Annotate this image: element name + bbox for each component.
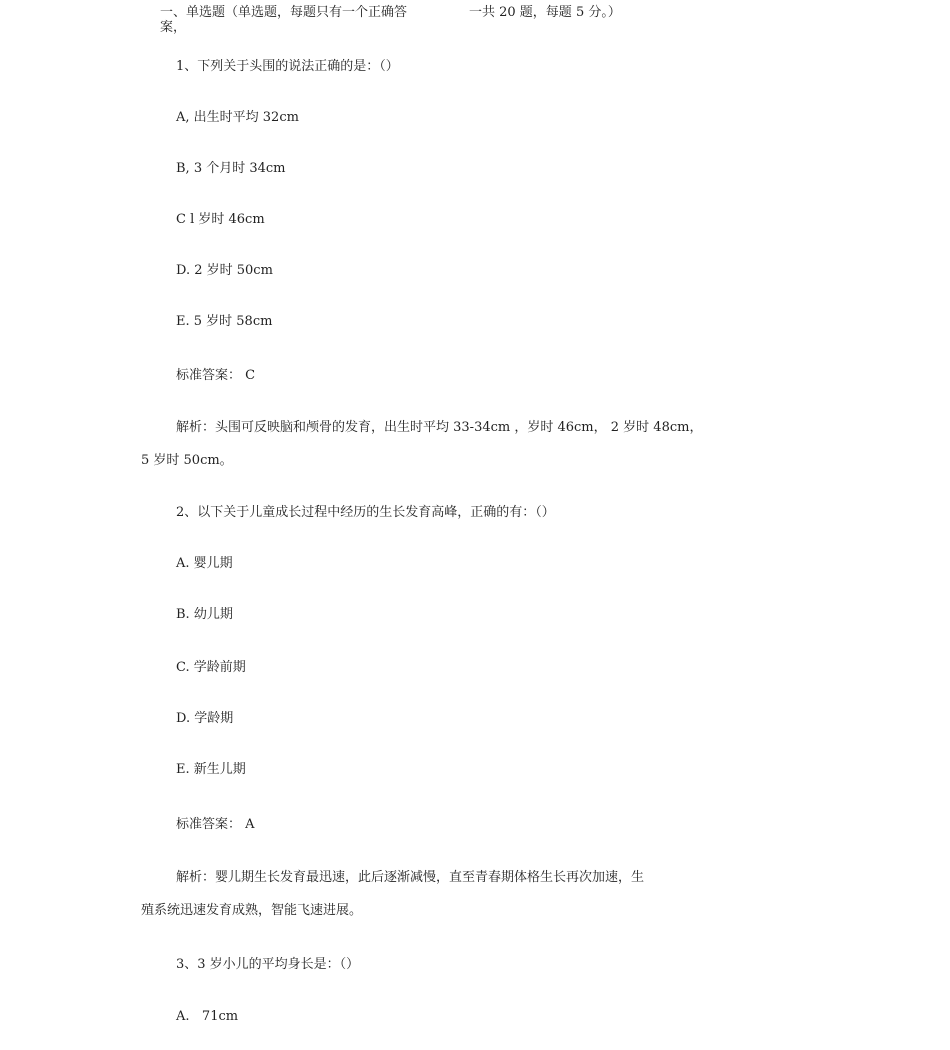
standard-answer: 标准答案： C <box>176 368 256 383</box>
option-e: E. 5 岁时 58cm <box>176 314 273 329</box>
option-a: A, 出生时平均 32cm <box>176 110 299 125</box>
standard-answer: 标准答案： A <box>176 817 255 832</box>
option-b: B. 幼儿期 <box>176 607 233 622</box>
option-e: E. 新生儿期 <box>176 762 246 777</box>
section-title: 一、单选题（单选题，每题只有一个正确答 <box>160 5 408 20</box>
analysis-text-cont: 5 岁时 50cm。 <box>141 453 233 468</box>
option-a: A. 婴儿期 <box>176 556 233 571</box>
question-text: 3、3 岁小儿的平均身长是：（） <box>176 957 360 972</box>
analysis-text: 解析：婴儿期生长发育最迅速，此后逐渐减慢，直至青春期体格生长再次加速，生 <box>176 870 645 885</box>
section-title-wrap: 案， <box>160 20 187 35</box>
section-count: 一共 20 题，每题 5 分。） <box>469 5 621 20</box>
question-text: 1、下列关于头围的说法正确的是：（） <box>176 59 399 74</box>
option-c: C l 岁时 46cm <box>176 212 265 227</box>
option-c: C. 学龄前期 <box>176 660 246 675</box>
option-d: D. 2 岁时 50cm <box>176 263 273 278</box>
question-text: 2、以下关于儿童成长过程中经历的生长发育高峰，正确的有：（） <box>176 505 555 520</box>
analysis-text-cont: 殖系统迅速发育成熟，智能飞速进展。 <box>141 903 363 918</box>
option-d: D. 学龄期 <box>176 711 234 726</box>
analysis-text: 解析：头围可反映脑和颅骨的发育，出生时平均 33-34cm ，岁时 46cm， 2 岁时 48cm， <box>176 420 703 435</box>
option-a: A. 71cm <box>176 1009 239 1024</box>
option-b: B, 3 个月时 34cm <box>176 161 286 176</box>
